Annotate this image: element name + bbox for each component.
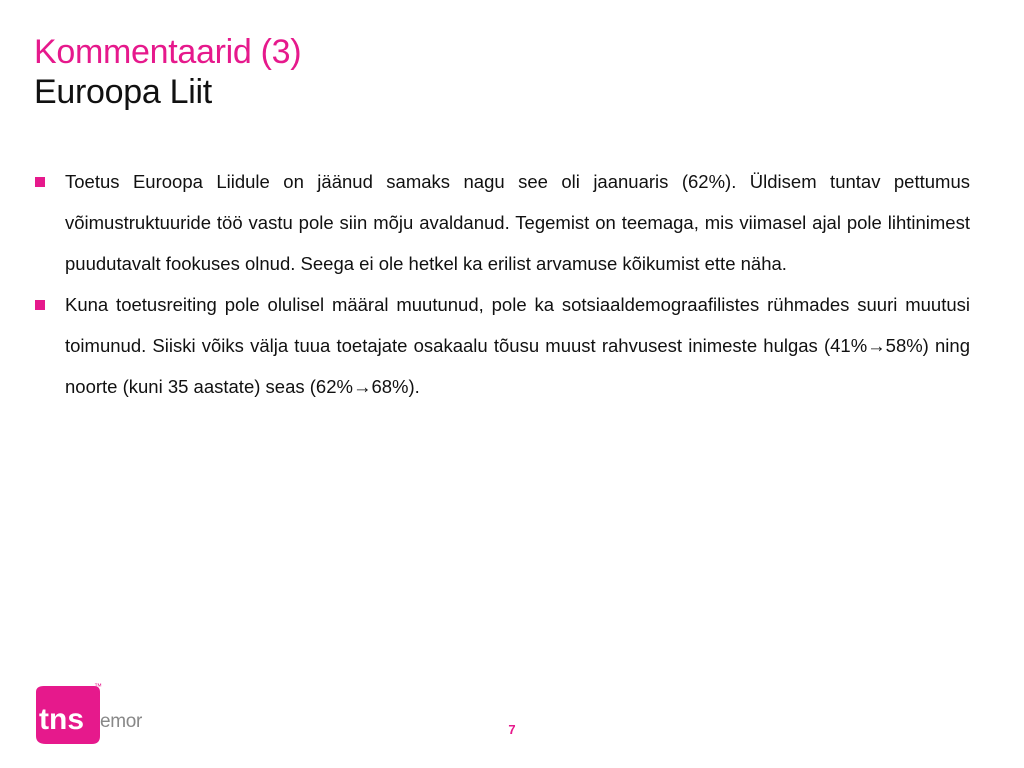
slide-subtitle: Euroopa Liit xyxy=(34,73,212,111)
trademark-mark: ™ xyxy=(94,682,102,691)
slide-title: Kommentaarid (3) xyxy=(34,33,302,71)
bullet-item xyxy=(34,161,970,284)
bullet-square-icon xyxy=(35,300,45,310)
tns-logo-text: tns xyxy=(39,703,84,736)
bullet-list xyxy=(34,161,970,407)
bullet-square-icon xyxy=(35,177,45,187)
tns-logo-mark xyxy=(34,684,102,746)
slide-title-block xyxy=(34,32,301,112)
page-number: 7 xyxy=(508,722,516,737)
tns-emor-logo xyxy=(34,684,144,746)
bullet-text: Toetus Euroopa Liidule on jäänud samaks nagu see oli jaanuaris (62%). Üldisem tuntav pettumus võimustruktuuride töö vastu pole siin mõju avaldanud. Tegemist on teemaga, mis viimasel ajal pole lihtinimest puudutavalt fookuses olnud. Seega ei ole hetkel ka erilist arvamuse kõikumist ette näha. xyxy=(65,171,970,274)
bullet-item xyxy=(34,284,970,407)
bullet-text: Kuna toetusreiting pole olulisel määral muutunud, pole ka sotsiaaldemograafilistes rühmades suuri muutusi toimunud. Siiski võiks välja tuua toetajate osakaalu tõusu muust rahvusest inimeste hulgas (41%→58%) ning noorte (kuni 35 aastate) seas (62%→68%). xyxy=(65,294,970,397)
emor-logo-text: emor xyxy=(100,711,143,732)
